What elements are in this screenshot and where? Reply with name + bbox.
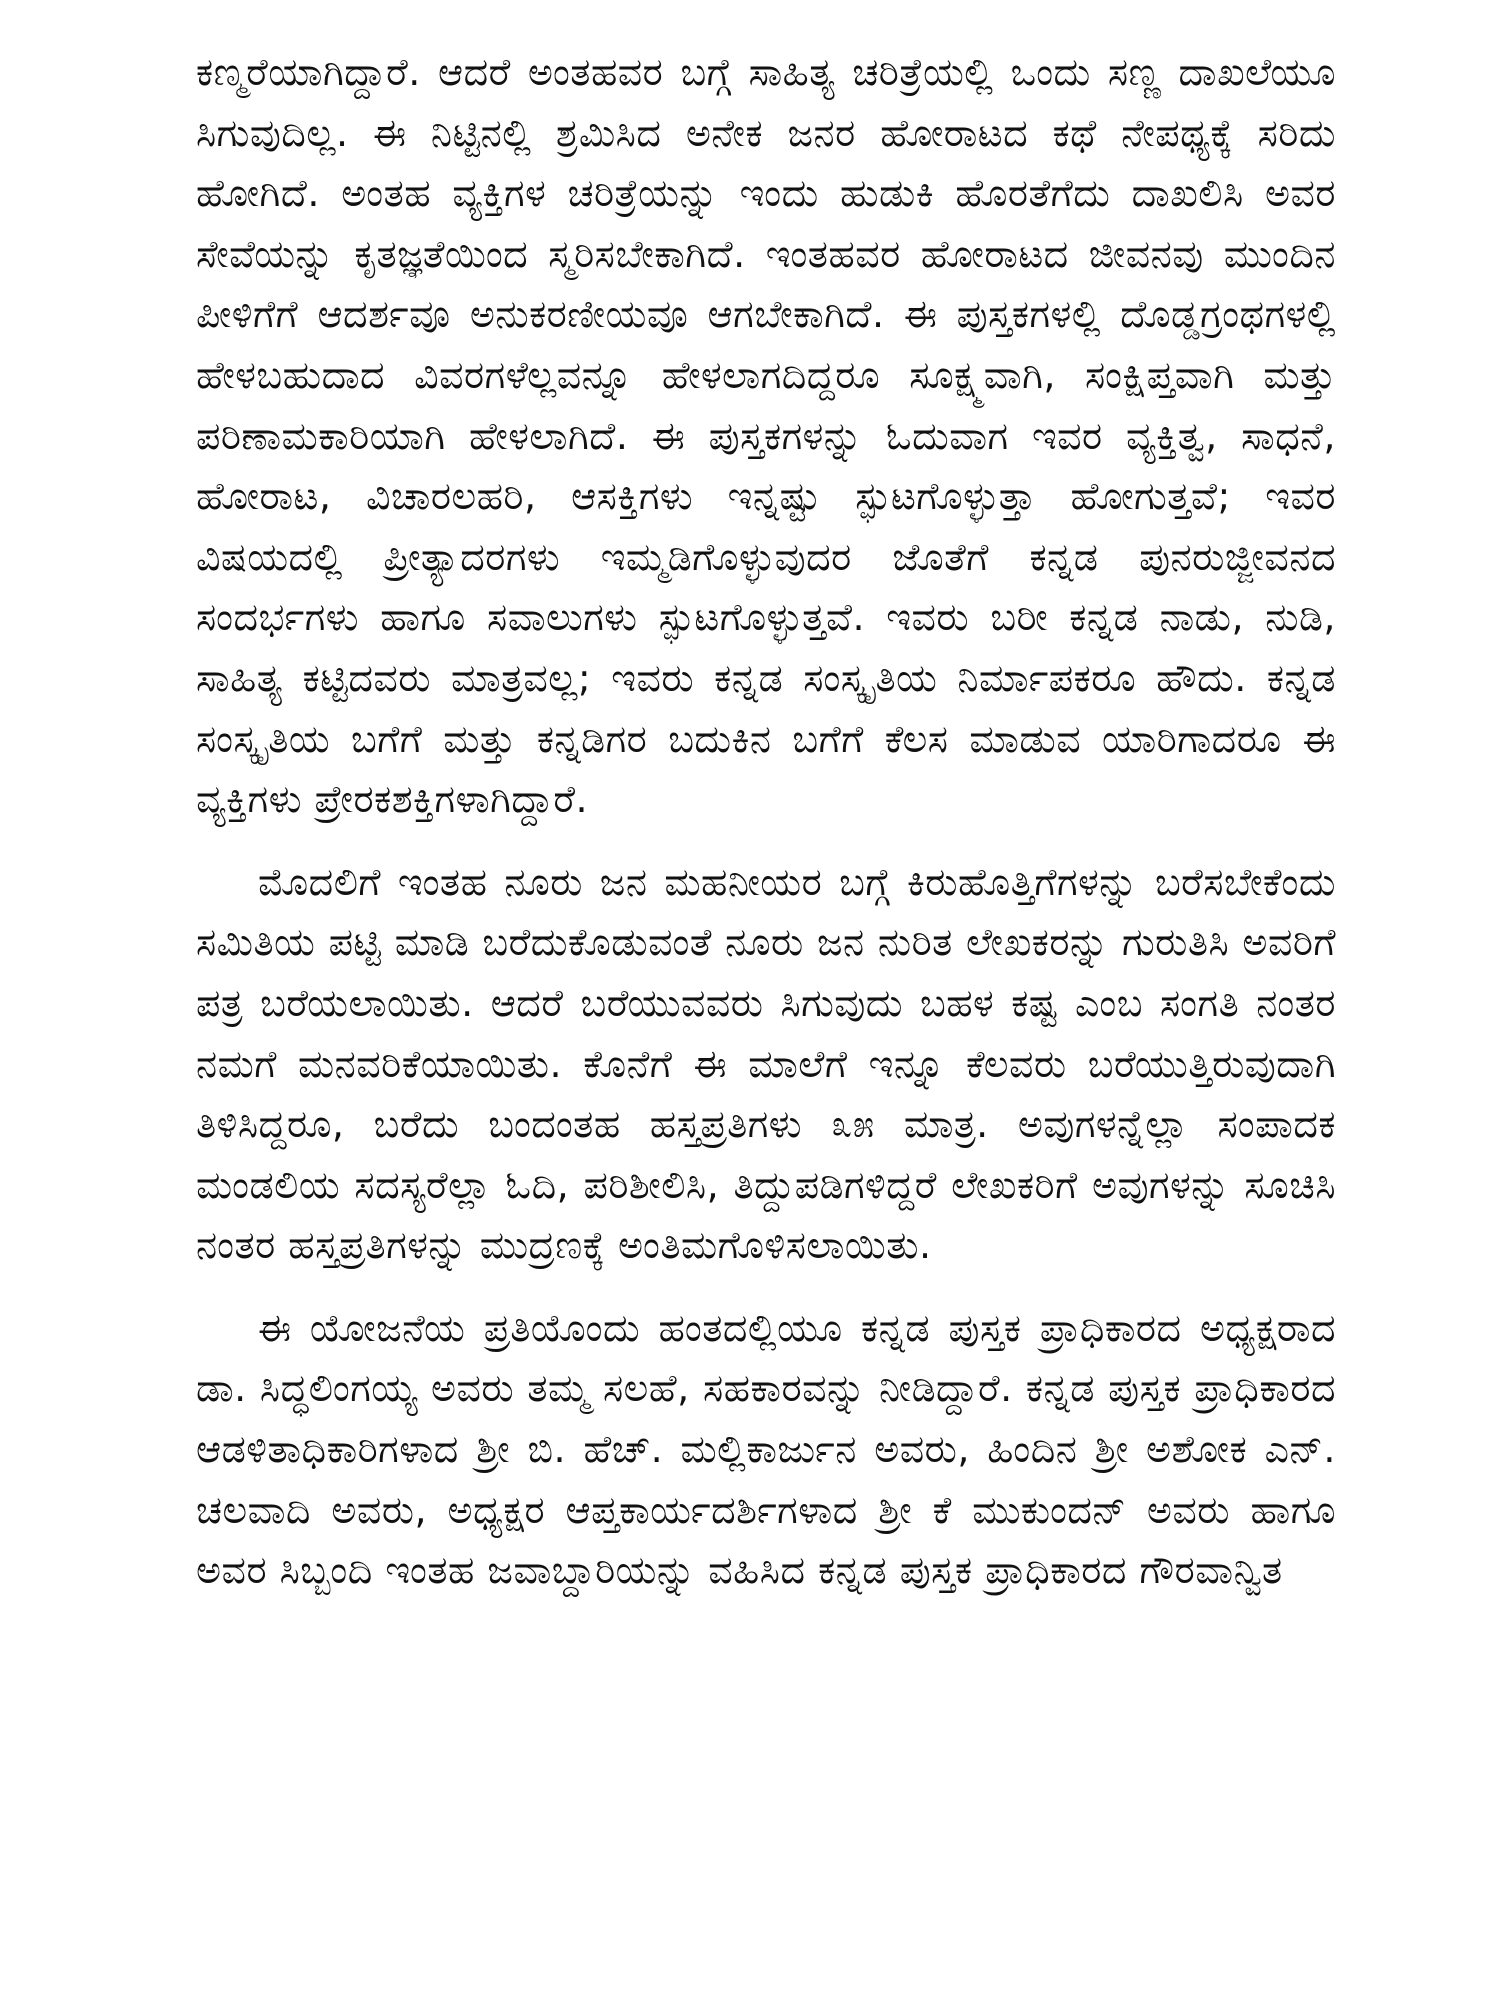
paragraph-3: ಈ ಯೋಜನೆಯ ಪ್ರತಿಯೊಂದು ಹಂತದಲ್ಲಿಯೂ ಕನ್ನಡ ಪುಸ್ತಕ ಪ್ರಾಧಿಕಾರದ ಅಧ್ಯಕ್ಷರಾದ ಡಾ. ಸಿದ್ಧಲಿಂಗಯ್ಯ ಅವರು ತಮ್ಮ ಸಲಹೆ, ಸಹಕಾರವನ್ನು ನೀಡಿದ್ದಾರೆ. ಕನ್ನಡ ಪುಸ್ತಕ ಪ್ರಾಧಿಕಾರದ ಆಡಳಿತಾಧಿಕಾರಿಗಳಾದ ಶ್ರೀ ಬಿ. ಹೆಚ್. ಮಲ್ಲಿಕಾರ್ಜುನ ಅವರು, ಹಿಂದಿನ ಶ್ರೀ ಅಶೋಕ ಎನ್. ಚಲವಾದಿ ಅವರು, ಅಧ್ಯಕ್ಷರ ಆಪ್ತಕಾರ್ಯದರ್ಶಿಗಳಾದ ಶ್ರೀ ಕೆ ಮುಕುಂದನ್ ಅವರು ಹಾಗೂ ಅವರ ಸಿಬ್ಬಂದಿ ಇಂತಹ ಜವಾಬ್ದಾರಿಯನ್ನು ವಹಿಸಿದ ಕನ್ನಡ ಪುಸ್ತಕ ಪ್ರಾಧಿಕಾರದ ಗೌರವಾನ್ವಿತ [196, 1305, 1336, 1593]
document-page [196, 42, 1336, 1601]
paragraph-2: ಮೊದಲಿಗೆ ಇಂತಹ ನೂರು ಜನ ಮಹನೀಯರ ಬಗ್ಗೆ ಕಿರುಹೊತ್ತಿಗೆಗಳನ್ನು ಬರೆಸಬೇಕೆಂದು ಸಮಿತಿಯ ಪಟ್ಟಿ ಮಾಡಿ ಬರೆದುಕೊಡುವಂತೆ ನೂರು ಜನ ನುರಿತ ಲೇಖಕರನ್ನು ಗುರುತಿಸಿ ಅವರಿಗೆ ಪತ್ರ ಬರೆಯಲಾಯಿತು. ಆದರೆ ಬರೆಯುವವರು ಸಿಗುವುದು ಬಹಳ ಕಷ್ಟ ಎಂಬ ಸಂಗತಿ ನಂತರ ನಮಗೆ ಮನವರಿಕೆಯಾಯಿತು. ಕೊನೆಗೆ ಈ ಮಾಲೆಗೆ ಇನ್ನೂ ಕೆಲವರು ಬರೆಯುತ್ತಿರುವುದಾಗಿ ತಿಳಿಸಿದ್ದರೂ, ಬರೆದು ಬಂದಂತಹ ಹಸ್ತಪ್ರತಿಗಳು ೩೫ ಮಾತ್ರ. ಅವುಗಳನ್ನೆಲ್ಲಾ ಸಂಪಾದಕ ಮಂಡಲಿಯ ಸದಸ್ಯರೆಲ್ಲಾ ಓದಿ, ಪರಿಶೀಲಿಸಿ, ತಿದ್ದುಪಡಿಗಳಿದ್ದರೆ ಲೇಖಕರಿಗೆ ಅವುಗಳನ್ನು ಸೂಚಿಸಿ ನಂತರ ಹಸ್ತಪ್ರತಿಗಳನ್ನು ಮುದ್ರಣಕ್ಕೆ ಅಂತಿಮಗೊಳಿಸಲಾಯಿತು. [196, 859, 1336, 1268]
paragraph-1: ಕಣ್ಮರೆಯಾಗಿದ್ದಾರೆ. ಆದರೆ ಅಂತಹವರ ಬಗ್ಗೆ ಸಾಹಿತ್ಯ ಚರಿತ್ರೆಯಲ್ಲಿ ಒಂದು ಸಣ್ಣ ದಾಖಲೆಯೂ ಸಿಗುವುದಿಲ್ಲ. ಈ ನಿಟ್ಟಿನಲ್ಲಿ ಶ್ರಮಿಸಿದ ಅನೇಕ ಜನರ ಹೋರಾಟದ ಕಥೆ ನೇಪಥ್ಯಕ್ಕೆ ಸರಿದು ಹೋಗಿದೆ. ಅಂತಹ ವ್ಯಕ್ತಿಗಳ ಚರಿತ್ರೆಯನ್ನು ಇಂದು ಹುಡುಕಿ ಹೊರತೆಗೆದು ದಾಖಲಿಸಿ ಅವರ ಸೇವೆಯನ್ನು ಕೃತಜ್ಞತೆಯಿಂದ ಸ್ಮರಿಸಬೇಕಾಗಿದೆ. ಇಂತಹವರ ಹೋರಾಟದ ಜೀವನವು ಮುಂದಿನ ಪೀಳಿಗೆಗೆ ಆದರ್ಶವೂ ಅನುಕರಣೀಯವೂ ಆಗಬೇಕಾಗಿದೆ. ಈ ಪುಸ್ತಕಗಳಲ್ಲಿ ದೊಡ್ಡಗ್ರಂಥಗಳಲ್ಲಿ ಹೇಳಬಹುದಾದ ವಿವರಗಳೆಲ್ಲವನ್ನೂ ಹೇಳಲಾಗದಿದ್ದರೂ ಸೂಕ್ಷ್ಮವಾಗಿ, ಸಂಕ್ಷಿಪ್ತವಾಗಿ ಮತ್ತು ಪರಿಣಾಮಕಾರಿಯಾಗಿ ಹೇಳಲಾಗಿದೆ. ಈ ಪುಸ್ತಕಗಳನ್ನು ಓದುವಾಗ ಇವರ ವ್ಯಕ್ತಿತ್ವ, ಸಾಧನೆ, ಹೋರಾಟ, ವಿಚಾರಲಹರಿ, ಆಸಕ್ತಿಗಳು ಇನ್ನಷ್ಟು ಸ್ಫುಟಗೊಳ್ಳುತ್ತಾ ಹೋಗುತ್ತವೆ; ಇವರ ವಿಷಯದಲ್ಲಿ ಪ್ರೀತ್ಯಾದರಗಳು ಇಮ್ಮಡಿಗೊಳ್ಳುವುದರ ಜೊತೆಗೆ ಕನ್ನಡ ಪುನರುಜ್ಜೀವನದ ಸಂದರ್ಭಗಳು ಹಾಗೂ ಸವಾಲುಗಳು ಸ್ಫುಟಗೊಳ್ಳುತ್ತವೆ. ಇವರು ಬರೀ ಕನ್ನಡ ನಾಡು, ನುಡಿ, ಸಾಹಿತ್ಯ ಕಟ್ಟಿದವರು ಮಾತ್ರವಲ್ಲ; ಇವರು ಕನ್ನಡ ಸಂಸ್ಕೃತಿಯ ನಿರ್ಮಾಪಕರೂ ಹೌದು. ಕನ್ನಡ ಸಂಸ್ಕೃತಿಯ ಬಗೆಗೆ ಮತ್ತು ಕನ್ನಡಿಗರ ಬದುಕಿನ ಬಗೆಗೆ ಕೆಲಸ ಮಾಡುವ ಯಾರಿಗಾದರೂ ಈ ವ್ಯಕ್ತಿಗಳು ಪ್ರೇರಕಶಕ್ತಿಗಳಾಗಿದ್ದಾರೆ. [196, 50, 1336, 822]
